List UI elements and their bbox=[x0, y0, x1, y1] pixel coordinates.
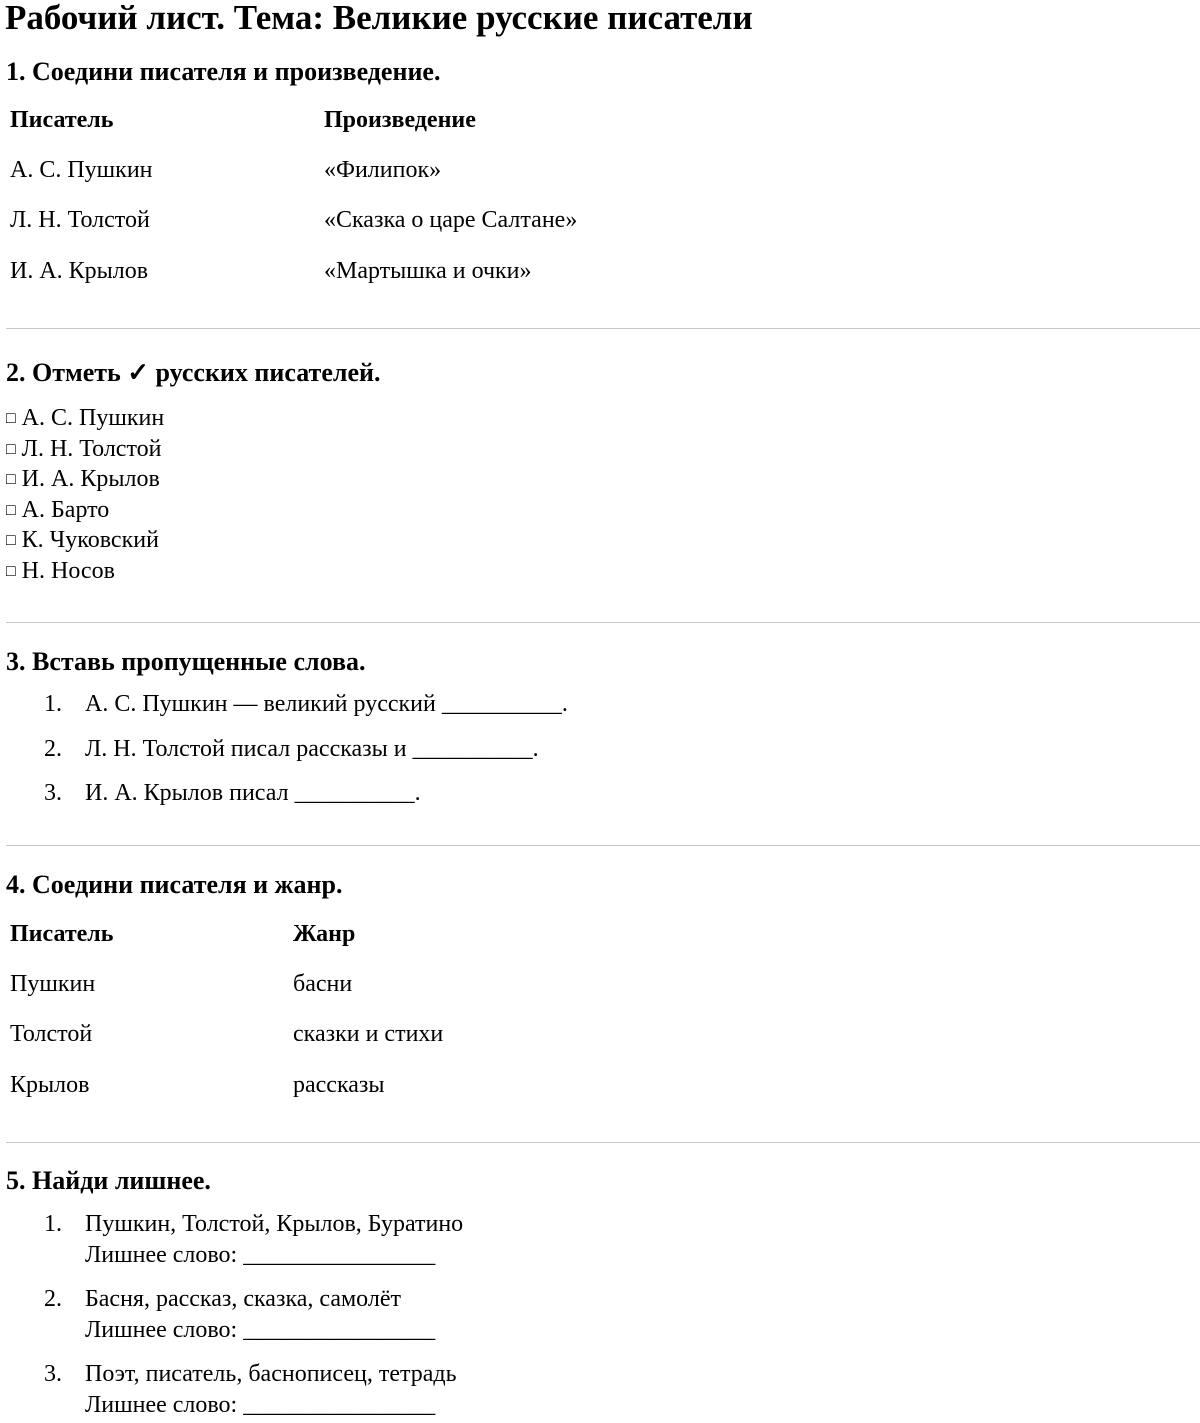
item-text: А. С. Пушкин — великий русский __________. bbox=[85, 691, 568, 717]
item-number: 3. bbox=[44, 780, 62, 806]
section-divider bbox=[6, 1142, 1200, 1143]
table-row bbox=[0, 246, 624, 296]
checklist-label: А. Барто bbox=[21, 496, 110, 523]
genre-cell: сказки и стихи bbox=[293, 1021, 444, 1048]
item-number: 1. bbox=[44, 691, 62, 717]
table-row bbox=[0, 145, 624, 195]
writer-cell: Толстой bbox=[10, 1021, 93, 1048]
section-title: 3. Вставь пропущенные слова. bbox=[6, 647, 366, 676]
answer-line: Лишнее слово: ________________ bbox=[85, 1242, 436, 1268]
genre-cell: рассказы bbox=[293, 1071, 385, 1098]
checklist-item bbox=[6, 556, 164, 587]
section-divider bbox=[6, 622, 1200, 623]
checkbox-icon[interactable]: □ bbox=[6, 471, 16, 489]
item-number: 2. bbox=[44, 1286, 62, 1312]
writer-work-table bbox=[0, 95, 624, 297]
table-header-row bbox=[0, 909, 593, 959]
table-header-row bbox=[0, 95, 624, 145]
checklist-label: А. С. Пушкин bbox=[21, 405, 165, 431]
work-cell: «Мартышка и очки» bbox=[324, 257, 532, 284]
section-divider bbox=[6, 328, 1200, 329]
section-divider bbox=[6, 845, 1200, 846]
table-row bbox=[0, 1060, 593, 1110]
section-title: 4. Соедини писателя и жанр. bbox=[6, 870, 343, 899]
work-cell: «Сказка о царе Салтане» bbox=[324, 207, 578, 234]
column-header-writer: Писатель bbox=[10, 920, 114, 947]
writer-cell: Пушкин bbox=[10, 971, 96, 998]
table-row bbox=[0, 1010, 593, 1060]
writer-cell: Крылов bbox=[10, 1071, 90, 1098]
column-header-writer: Писатель bbox=[10, 106, 114, 133]
writer-cell: А. С. Пушкин bbox=[10, 157, 153, 184]
item-text: Пушкин, Толстой, Крылов, Буратино bbox=[85, 1211, 464, 1237]
column-header-genre: Жанр bbox=[293, 920, 356, 947]
column-header-work: Произведение bbox=[324, 106, 476, 133]
page-title: Рабочий лист. Тема: Великие русские писатели bbox=[5, 0, 753, 37]
item-text: Басня, рассказ, сказка, самолёт bbox=[85, 1286, 401, 1312]
answer-line: Лишнее слово: ________________ bbox=[85, 1317, 436, 1343]
answer-line: Лишнее слово: ________________ bbox=[85, 1392, 436, 1418]
checkbox-icon[interactable]: □ bbox=[6, 532, 16, 550]
checkbox-icon[interactable]: □ bbox=[6, 562, 16, 580]
writer-checklist bbox=[6, 403, 164, 587]
item-text: Л. Н. Толстой писал рассказы и __________. bbox=[85, 736, 539, 762]
checklist-label: Н. Носов bbox=[21, 557, 115, 584]
writer-cell: И. А. Крылов bbox=[10, 257, 149, 284]
checklist-label: И. А. Крылов bbox=[21, 466, 160, 493]
table-row bbox=[0, 959, 593, 1009]
checkbox-icon[interactable]: □ bbox=[6, 410, 16, 427]
work-cell: «Филипок» bbox=[324, 157, 442, 184]
item-number: 3. bbox=[44, 1361, 62, 1387]
item-number: 1. bbox=[44, 1211, 62, 1237]
checklist-item bbox=[6, 525, 164, 556]
checkbox-icon[interactable]: □ bbox=[6, 440, 16, 458]
writer-genre-table bbox=[0, 909, 593, 1111]
checklist-label: Л. Н. Толстой bbox=[21, 435, 162, 462]
checkbox-icon[interactable]: □ bbox=[6, 501, 16, 519]
item-text: И. А. Крылов писал __________. bbox=[85, 780, 421, 806]
checklist-item bbox=[6, 434, 164, 465]
checklist-item bbox=[6, 495, 164, 526]
genre-cell: басни bbox=[293, 971, 353, 998]
checklist-label: К. Чуковский bbox=[21, 527, 159, 554]
checklist-item bbox=[6, 403, 164, 434]
section-title: 2. Отметь ✓ русских писателей. bbox=[6, 358, 381, 387]
table-row bbox=[0, 196, 624, 246]
item-text: Поэт, писатель, баснописец, тетрадь bbox=[85, 1361, 457, 1387]
checklist-item bbox=[6, 464, 164, 495]
writer-cell: Л. Н. Толстой bbox=[10, 207, 150, 234]
section-title: 1. Соедини писателя и произведение. bbox=[6, 57, 441, 86]
item-number: 2. bbox=[44, 736, 62, 762]
section-title: 5. Найди лишнее. bbox=[6, 1166, 211, 1195]
